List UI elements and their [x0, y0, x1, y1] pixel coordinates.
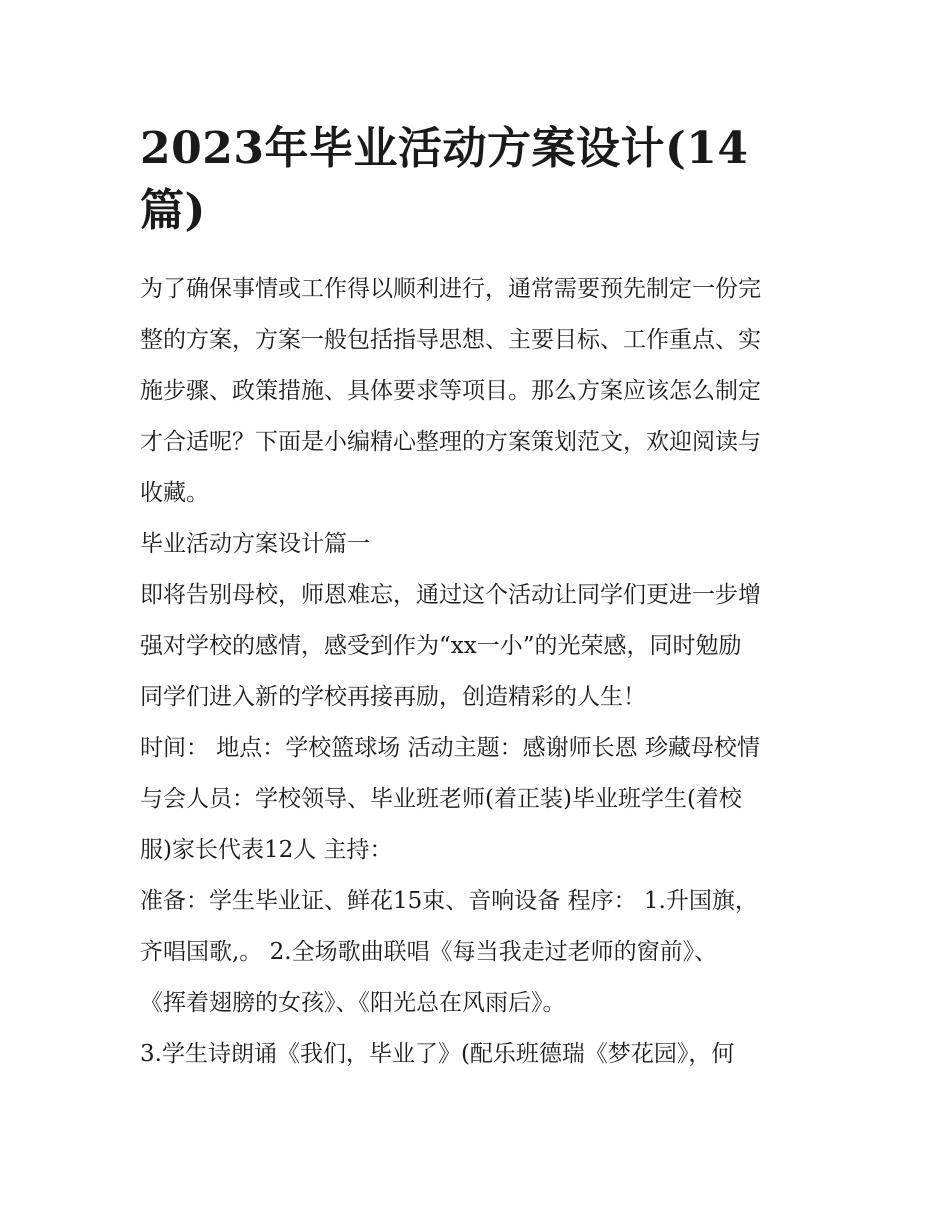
intro-paragraph: [140, 264, 820, 519]
body-line: 《挥着翅膀的女孩》、《阳光总在风雨后》。: [140, 990, 566, 1016]
body-line: 时间： 地点：学校篮球场 活动主题：感谢师长恩 珍藏母校情: [140, 735, 760, 761]
body-line: 与会人员：学校领导、毕业班老师(着正装)毕业班学生(着校: [140, 786, 742, 812]
document-title: [140, 118, 820, 242]
body-line: 强对学校的感情，感受到作为“xx一小”的光荣感，同时勉励: [140, 633, 742, 659]
intro-line: 整的方案，方案一般包括指导思想、主要目标、工作重点、实: [140, 327, 761, 353]
body-line: 同学们进入新的学校再接再励，创造精彩的人生！: [140, 684, 646, 710]
intro-line: 收藏。: [140, 480, 209, 506]
section-heading: 毕业活动方案设计篇一: [140, 531, 370, 557]
body-line: 即将告别母校，师恩难忘，通过这个活动让同学们更进一步增: [140, 582, 761, 608]
title-line-1: 2023年毕业活动方案设计(14: [140, 123, 749, 174]
body-line: 齐唱国歌,。 2.全场歌曲联唱《每当我走过老师的窗前》、: [140, 939, 718, 965]
intro-line: 为了确保事情或工作得以顺利进行，通常需要预先制定一份完: [140, 276, 761, 302]
intro-line: 才合适呢？下面是小编精心整理的方案策划范文，欢迎阅读与: [140, 429, 761, 455]
document-page: [140, 118, 820, 1080]
body-line: 服)家长代表12人 主持：: [140, 837, 393, 863]
title-line-2: 篇): [140, 185, 206, 236]
body-line: 准备：学生毕业证、鲜花15束、音响设备 程序： 1.升国旗，: [140, 888, 758, 914]
body-paragraph: [140, 570, 820, 1080]
body-line: 3.学生诗朗诵《我们，毕业了》(配乐班德瑞《梦花园》，何: [140, 1041, 735, 1067]
intro-line: 施步骤、政策措施、具体要求等项目。那么方案应该怎么制定: [140, 378, 761, 404]
